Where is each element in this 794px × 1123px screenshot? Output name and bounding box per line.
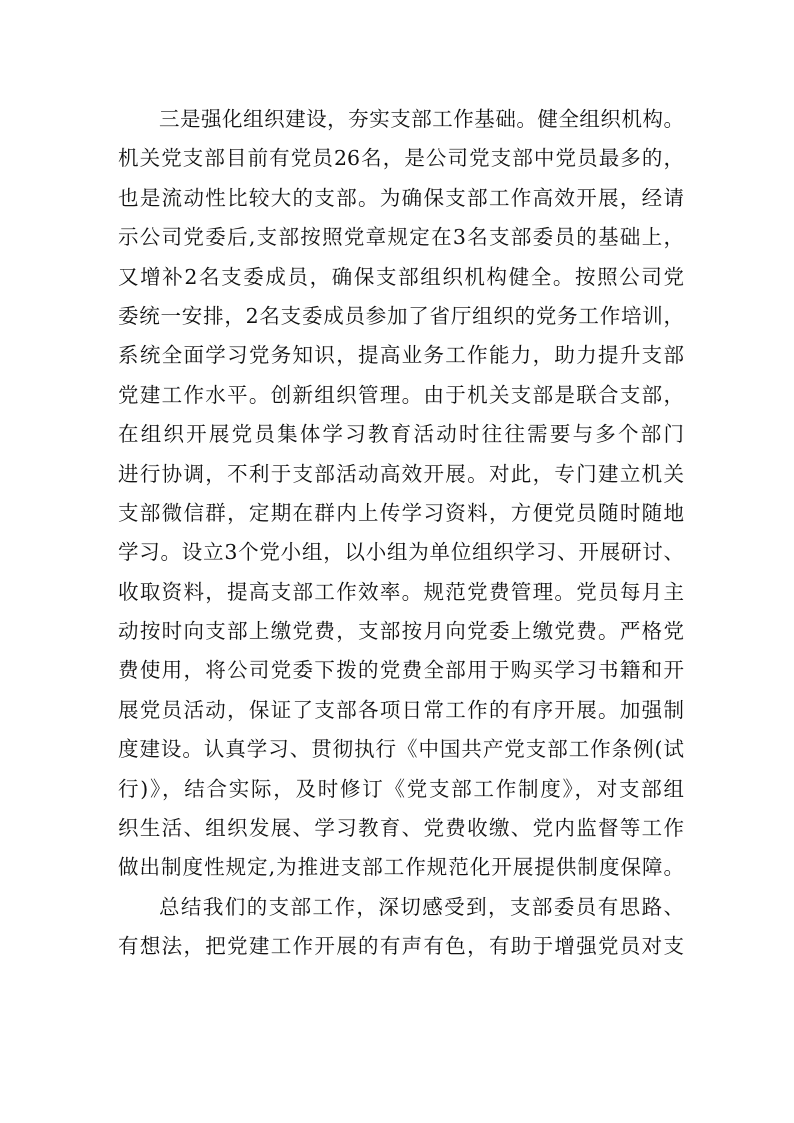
text-line: 有想法，把党建工作开展的有声有色，有助于增强党员对支	[118, 934, 684, 959]
text-line: 系统全面学习党务知识，提高业务工作能力，助力提升支部	[118, 343, 684, 368]
text-line: 也是流动性比较大的支部。为确保支部工作高效开展，经请	[118, 185, 684, 210]
text-line: 三是强化组织建设，夯实支部工作基础。健全组织机构。	[159, 107, 684, 131]
paragraph-summary	[118, 888, 684, 967]
text-line: 展党员活动，保证了支部各项日常工作的有序开展。加强制	[118, 697, 684, 722]
text-line: 费使用，将公司党委下拨的党费全部用于购买学习书籍和开	[118, 658, 684, 683]
text-line: 动按时向支部上缴党费，支部按月向党委上缴党费。严格党	[118, 619, 684, 644]
text-line: 支部微信群，定期在群内上传学习资料，方便党员随时随地	[118, 500, 684, 525]
text-line: 在组织开展党员集体学习教育活动时往往需要与多个部门	[118, 422, 684, 447]
text-line: 机关党支部目前有党员26名，是公司党支部中党员最多的，	[118, 146, 684, 171]
body-text	[118, 100, 684, 967]
text-line: 做出制度性规定,为推进支部工作规范化开展提供制度保障。	[118, 855, 684, 880]
text-line: 示公司党委后,支部按照党章规定在3名支部委员的基础上，	[118, 225, 684, 250]
text-line: 委统一安排，2名支委成员参加了省厅组织的党务工作培训，	[118, 303, 684, 328]
text-line: 进行协调，不利于支部活动高效开展。对此，专门建立机关	[118, 461, 684, 486]
text-line: 度建设。认真学习、贯彻执行《中国共产党支部工作条例(试	[118, 737, 684, 762]
text-line: 又增补2名支委成员，确保支部组织机构健全。按照公司党	[118, 264, 684, 289]
text-line: 行)》，结合实际，及时修订《党支部工作制度》，对支部组	[118, 776, 684, 801]
text-line: 织生活、组织发展、学习教育、党费收缴、党内监督等工作	[118, 816, 684, 841]
text-line: 总结我们的支部工作，深切感受到，支部委员有思路、	[159, 894, 684, 919]
text-line: 党建工作水平。创新组织管理。由于机关支部是联合支部，	[118, 382, 684, 407]
paragraph-organization-building	[118, 100, 684, 888]
text-line: 收取资料，提高支部工作效率。规范党费管理。党员每月主	[118, 579, 684, 604]
text-line: 学习。设立3个党小组，以小组为单位组织学习、开展研讨、	[118, 540, 684, 565]
